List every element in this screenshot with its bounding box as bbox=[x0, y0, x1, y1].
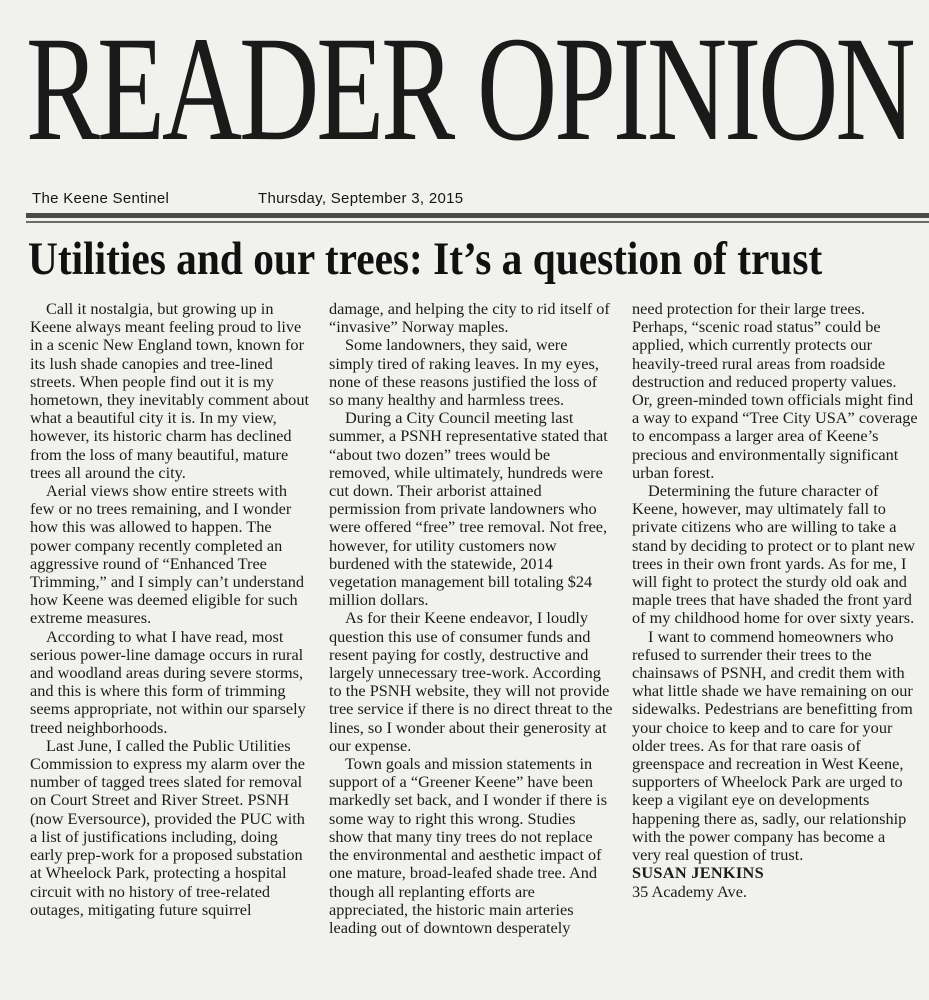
paragraph: During a City Council meeting last summer, a PSNH representative stated that “about two dozen” trees would be removed, while ultimately, hundreds were cut down. Their arborist attained permission from private landowners who were offered “free” tree removal. Not free, however, for utility customers now burdened with the statewide, 2014 vegetation management bill totaling $24 million dollars. bbox=[329, 408, 608, 610]
article-column-2 bbox=[329, 300, 613, 937]
header-divider-thin bbox=[26, 221, 929, 223]
author-name: SUSAN JENKINS bbox=[632, 863, 764, 883]
paragraph: I want to commend homeowners who refused to surrender their trees to the chainsaws of PSNH, and credit them with what little shade we have remaining on our sidewalks. Pedestrians are benefitting from your choice to keep and to care for your older trees. As for that rare oasis of greenspace and recreation in West Keene, supporters of Wheelock Park are urged to keep a vigilant eye on developments happening there as, sadly, our relationship with the power company has become a very real question of trust. bbox=[632, 626, 913, 865]
publication-date: Thursday, September 3, 2015 bbox=[258, 190, 464, 207]
section-title-text: READER OPINION bbox=[26, 6, 913, 172]
header-divider bbox=[26, 213, 929, 218]
paragraph: Town goals and mission statements in support of a “Greener Keene” have been markedly set back, and I wonder if there is some way to right this wrong. Studies show that many tiny trees do not replace the environmental and aesthetic impact of one mature, broad-leafed shade tree. And though all replanting efforts are appreciated, the historic main arteries leading out of downtown desperately bbox=[329, 754, 608, 937]
paragraph: Determining the future character of Keene, however, may ultimately fall to private citizens who are willing to take a stand by deciding to protect or to plant new trees in their own front yards. As for me, I will fight to protect the sturdy old oak and maple trees that have shaded the front yard of my childhood home for over sixty years. bbox=[632, 481, 916, 628]
paragraph: Last June, I called the Public Utilities Commission to express my alarm over the number of tagged trees slated for removal on Court Street and River Street. PSNH (now Eversource), provided the PUC with a list of justifications including, doing early prep-work for a proposed substation at Wheelock Park, protecting a hospital circuit with no history of tree-related outages, mitigating future squirrel bbox=[30, 735, 305, 919]
paragraph: Some landowners, they said, were simply tired of raking leaves. In my eyes, none of these reasons justified the loss of so many healthy and harmless trees. bbox=[329, 335, 599, 410]
paragraph: damage, and helping the city to rid itself of “invasive” Norway maples. bbox=[329, 299, 610, 337]
paragraph: As for their Keene endeavor, I loudly question this use of consumer funds and resent paying for costly, destructive and largely unnecessary tree-work. According to the PSNH website, they will not provide tree service if there is no direct threat to the lines, so I wonder about their generosity at our expense. bbox=[329, 608, 613, 755]
article-headline: Utilities and our trees: It’s a question of trust bbox=[28, 233, 823, 285]
article-column-1 bbox=[30, 300, 312, 919]
newspaper-name: The Keene Sentinel bbox=[32, 190, 170, 207]
paragraph: Call it nostalgia, but growing up in Keene always meant feeling proud to live in a scenic New England town, known for its lush shade canopies and tree-lined streets. When people find out it is my hometown, they inevitably comment about what a beautiful city it is. In my view, however, its historic charm has declined from the loss of many beautiful, mature trees all around the city. bbox=[30, 299, 309, 482]
author-address: 35 Academy Ave. bbox=[632, 881, 747, 901]
section-title bbox=[26, 6, 913, 172]
paragraph: Aerial views show entire streets with few or no trees remaining, and I wonder how this was allowed to happen. The power company recently completed an aggressive round of “Enhanced Tree Trimming,” and I simply can’t understand how Keene was deemed eligible for such extreme measures. bbox=[30, 481, 305, 628]
article-column-3 bbox=[632, 300, 918, 901]
paragraph: need protection for their large trees. Perhaps, “scenic road status” could be applied, which currently protects our heavily-treed rural areas from roadside destruction and reduced property values. Or, green-minded town officials might find a way to expand “Tree City USA” coverage to encompass a larger area of Keene’s precious and environmentally significant urban forest. bbox=[632, 299, 918, 482]
paragraph: According to what I have read, most serious power-line damage occurs in rural and woodland areas during severe storms, and this is where this form of trimming seems appropriate, not within our sparsely treed neighborhoods. bbox=[30, 626, 306, 737]
